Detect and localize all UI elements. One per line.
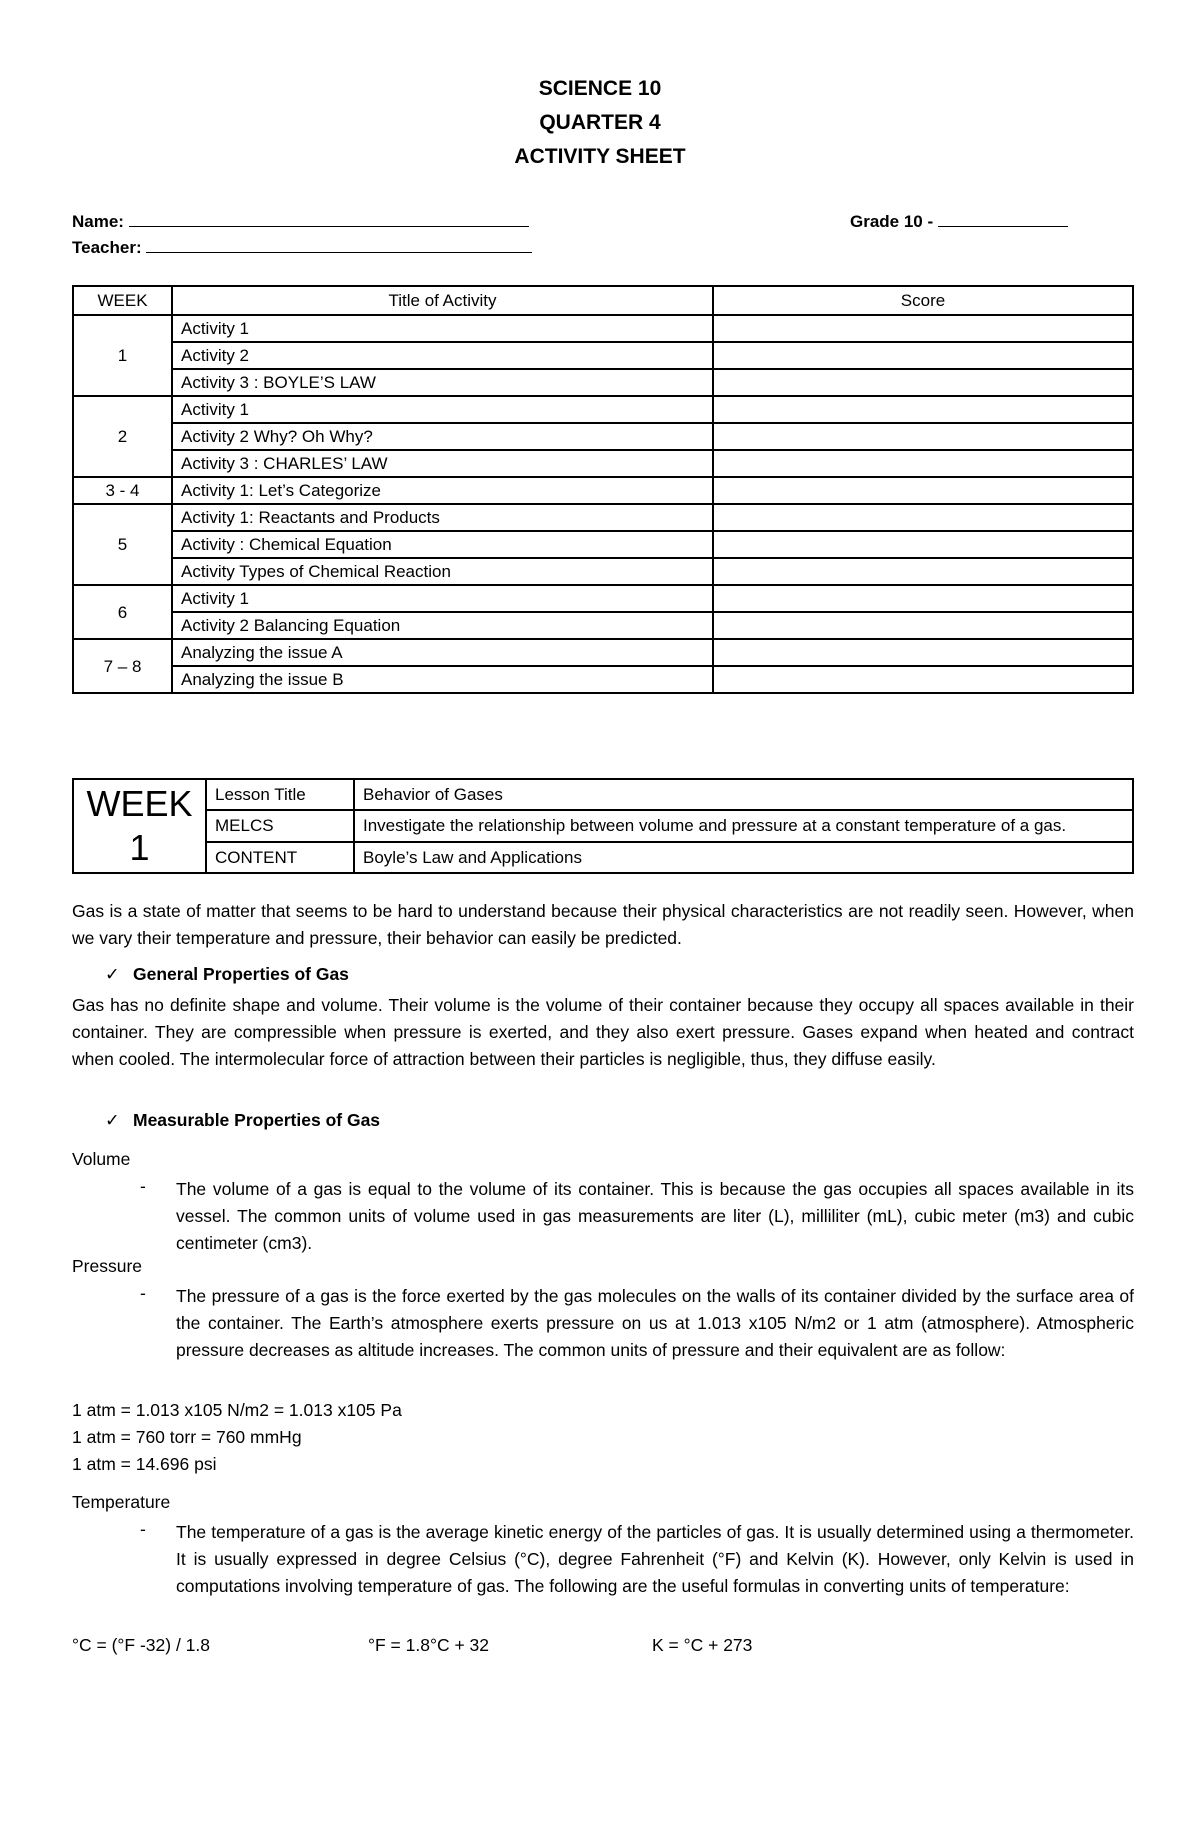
temperature-label: Temperature bbox=[72, 1492, 171, 1512]
week-word: WEEK bbox=[86, 783, 193, 824]
table-row bbox=[73, 342, 1133, 369]
table-row bbox=[73, 396, 1133, 423]
week-badge bbox=[73, 779, 206, 873]
pressure-equation-1: 1 atm = 1.013 x105 N/m2 = 1.013 x105 Pa bbox=[72, 1400, 402, 1420]
grade-field[interactable] bbox=[850, 210, 1068, 232]
header-title: Title of Activity bbox=[172, 286, 713, 315]
table-row bbox=[73, 612, 1133, 639]
score-cell[interactable] bbox=[713, 585, 1133, 612]
activity-title-cell: Activity 1 bbox=[172, 585, 713, 612]
name-label: Name: bbox=[72, 212, 124, 231]
activity-title-cell: Analyzing the issue B bbox=[172, 666, 713, 693]
name-field[interactable] bbox=[72, 210, 529, 232]
bullet-dash: - bbox=[140, 1519, 146, 1539]
score-cell[interactable] bbox=[713, 639, 1133, 666]
subject-title: SCIENCE 10 bbox=[538, 77, 662, 100]
activity-title-cell: Activity 1: Let’s Categorize bbox=[172, 477, 713, 504]
general-properties-paragraph: Gas has no definite shape and volume. Their volume is the volume of their container because they occupy all spaces available in their container. They are compressible when pressure is exerted, and they also exert pressure. Gases expand when heated and contract when cooled. The intermolecular force of attraction between their particles is negligible, thus, they diffuse easily. bbox=[72, 995, 1134, 1069]
measurable-properties-heading bbox=[105, 1110, 380, 1131]
activity-title-cell: Activity Types of Chemical Reaction bbox=[172, 558, 713, 585]
table-row bbox=[73, 423, 1133, 450]
melcs-value: Investigate the relationship between volume and pressure at a constant temperature of a gas. bbox=[354, 810, 1133, 841]
formula-kelvin: K = °C + 273 bbox=[652, 1635, 753, 1655]
bullet-dash: - bbox=[140, 1283, 146, 1303]
score-cell[interactable] bbox=[713, 477, 1133, 504]
lesson-title-label: Lesson Title bbox=[206, 779, 354, 810]
document-header bbox=[0, 72, 1200, 174]
activity-title-cell: Activity : Chemical Equation bbox=[172, 531, 713, 558]
formula-celsius: °C = (°F -32) / 1.8 bbox=[72, 1635, 210, 1655]
table-row bbox=[73, 315, 1133, 342]
activity-title-cell: Analyzing the issue A bbox=[172, 639, 713, 666]
table-row bbox=[73, 842, 1133, 873]
score-cell[interactable] bbox=[713, 423, 1133, 450]
activity-title-cell: Activity 2 Why? Oh Why? bbox=[172, 423, 713, 450]
melcs-label: MELCS bbox=[206, 810, 354, 841]
week-cell: 6 bbox=[73, 585, 172, 639]
quarter-title: QUARTER 4 bbox=[539, 111, 661, 134]
table-row bbox=[73, 639, 1133, 666]
teacher-field[interactable] bbox=[72, 236, 532, 258]
activity-title-cell: Activity 3 : BOYLE’S LAW bbox=[172, 369, 713, 396]
activity-title-cell: Activity 1: Reactants and Products bbox=[172, 504, 713, 531]
table-row bbox=[73, 450, 1133, 477]
score-cell[interactable] bbox=[713, 531, 1133, 558]
pressure-equation-3: 1 atm = 14.696 psi bbox=[72, 1454, 217, 1474]
name-blank[interactable] bbox=[129, 210, 529, 227]
score-cell[interactable] bbox=[713, 504, 1133, 531]
bullet-dash: - bbox=[140, 1176, 146, 1196]
volume-text: The volume of a gas is equal to the volume of its container. This is because the gas occupies all spaces available in its vessel. The common units of volume used in gas measurements are liter (L), milliliter (mL), cubic meter (m3) and cubic centimeter (cm3). bbox=[176, 1179, 1134, 1253]
score-cell[interactable] bbox=[713, 369, 1133, 396]
table-row bbox=[73, 477, 1133, 504]
general-heading-text: General Properties of Gas bbox=[133, 964, 349, 984]
score-cell[interactable] bbox=[713, 450, 1133, 477]
volume-label: Volume bbox=[72, 1149, 131, 1169]
week-cell: 7 – 8 bbox=[73, 639, 172, 693]
activity-title-cell: Activity 2 Balancing Equation bbox=[172, 612, 713, 639]
score-cell[interactable] bbox=[713, 558, 1133, 585]
activity-title-cell: Activity 3 : CHARLES’ LAW bbox=[172, 450, 713, 477]
activity-title-cell: Activity 1 bbox=[172, 315, 713, 342]
week-cell: 3 - 4 bbox=[73, 477, 172, 504]
intro-paragraph: Gas is a state of matter that seems to be hard to understand because their physical characteristics are not readily seen. However, when we vary their temperature and pressure, their behavior can easily be predicted. bbox=[72, 901, 1134, 948]
grade-blank[interactable] bbox=[938, 210, 1068, 227]
sheet-title: ACTIVITY SHEET bbox=[514, 145, 686, 168]
activity-table bbox=[72, 285, 1134, 694]
general-properties-heading bbox=[105, 964, 349, 985]
table-row bbox=[73, 369, 1133, 396]
teacher-blank[interactable] bbox=[146, 236, 532, 253]
score-cell[interactable] bbox=[713, 396, 1133, 423]
formula-fahrenheit: °F = 1.8°C + 32 bbox=[368, 1635, 490, 1655]
teacher-label: Teacher: bbox=[72, 238, 142, 257]
table-row bbox=[73, 531, 1133, 558]
pressure-text: The pressure of a gas is the force exerted by the gas molecules on the walls of its container divided by the surface area of the container. The Earth’s atmosphere exerts pressure on us at 1.013 x105 N/m2 or 1 atm (atmosphere). Atmospheric pressure decreases as altitude increases. The common units of pressure and their equivalent are as follow: bbox=[176, 1286, 1134, 1360]
table-row bbox=[73, 585, 1133, 612]
score-cell[interactable] bbox=[713, 342, 1133, 369]
score-cell[interactable] bbox=[713, 315, 1133, 342]
measurable-heading-text: Measurable Properties of Gas bbox=[133, 1110, 381, 1130]
table-row bbox=[73, 666, 1133, 693]
content-label: CONTENT bbox=[206, 842, 354, 873]
table-row bbox=[73, 810, 1133, 841]
temperature-text: The temperature of a gas is the average kinetic energy of the particles of gas. It is usually determined using a thermometer. It is usually expressed in degree Celsius (°C), degree Fahrenheit (°F) and Kelvin (K). However, only Kelvin is used in computations involving temperature of gas. The following are the useful formulas in converting units of temperature: bbox=[176, 1522, 1134, 1596]
activity-title-cell: Activity 2 bbox=[172, 342, 713, 369]
table-row bbox=[73, 558, 1133, 585]
activity-title-cell: Activity 1 bbox=[172, 396, 713, 423]
pressure-equation-2: 1 atm = 760 torr = 760 mmHg bbox=[72, 1427, 302, 1447]
table-row bbox=[73, 779, 1133, 810]
lesson-title-value: Behavior of Gases bbox=[354, 779, 1133, 810]
week-lesson-table bbox=[72, 778, 1134, 874]
week-cell: 1 bbox=[73, 315, 172, 396]
grade-label: Grade 10 - bbox=[850, 212, 934, 231]
header-week: WEEK bbox=[73, 286, 172, 315]
score-cell[interactable] bbox=[713, 666, 1133, 693]
activity-table-header bbox=[73, 286, 1133, 315]
week-cell: 2 bbox=[73, 396, 172, 477]
header-score: Score bbox=[713, 286, 1133, 315]
week-number: 1 bbox=[129, 827, 150, 868]
pressure-label: Pressure bbox=[72, 1256, 143, 1276]
week-cell: 5 bbox=[73, 504, 172, 585]
score-cell[interactable] bbox=[713, 612, 1133, 639]
check-icon: ✓ bbox=[105, 1110, 120, 1130]
check-icon: ✓ bbox=[105, 964, 120, 984]
table-row bbox=[73, 504, 1133, 531]
content-value: Boyle’s Law and Applications bbox=[354, 842, 1133, 873]
